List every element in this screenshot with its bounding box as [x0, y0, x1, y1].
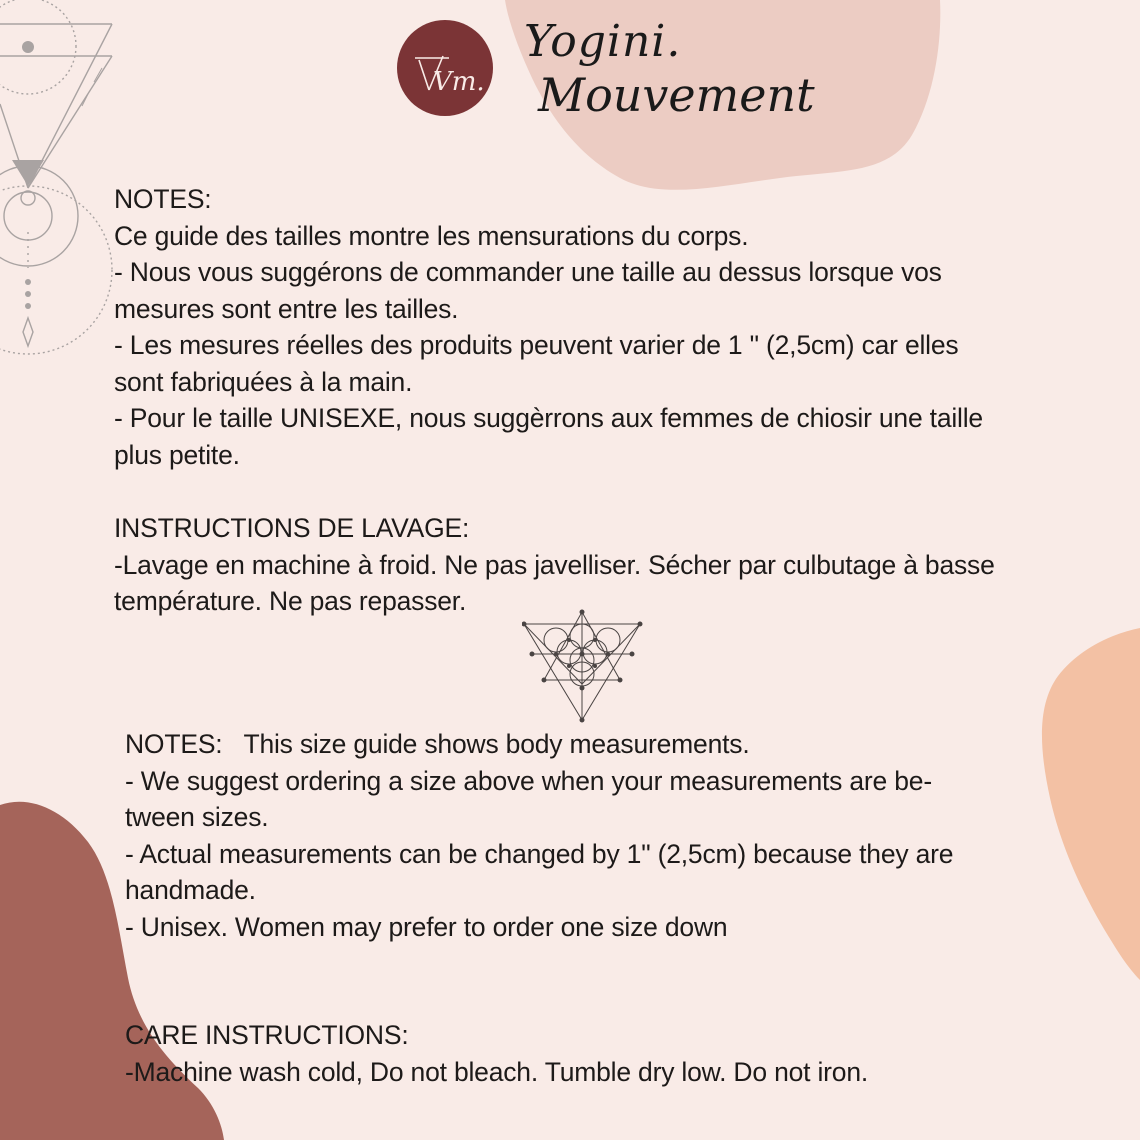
sacred-geometry-triangle-icon [522, 608, 646, 728]
notes-en-section [125, 726, 953, 945]
care-fr-section [114, 510, 995, 620]
notes-en-line: handmade. [125, 875, 256, 905]
notes-fr-section [114, 181, 983, 473]
notes-en-line: - Actual measurements can be changed by 1" (2,5cm) because they are [125, 838, 954, 869]
notes-fr-line: - Nous vous suggérons de commander une taille au dessus lorsque vos [114, 257, 942, 287]
care-fr-heading: INSTRUCTIONS DE LAVAGE: [114, 513, 470, 543]
care-fr-line: température. Ne pas repasser. [114, 586, 467, 616]
care-en-line: -Machine wash cold, Do not bleach. Tumble dry low. Do not iron. [125, 1056, 869, 1087]
notes-fr-line: sont fabriquées à la main. [114, 366, 413, 397]
notes-fr-line: mesures sont entre les tailles. [114, 293, 459, 324]
brand-name-line1: Yogini. [524, 16, 682, 67]
notes-fr-line: Ce guide des tailles montre les mensurations du corps. [114, 220, 749, 251]
sacred-geometry-ornament-icon [0, 0, 130, 370]
notes-en-line: - Unisex. Women may prefer to order one size down [125, 911, 728, 942]
brand-monogram-logo [397, 20, 493, 116]
care-en-heading: CARE INSTRUCTIONS: [125, 1020, 409, 1050]
notes-fr-heading: NOTES: [114, 184, 212, 214]
brand-monogram-text: Vm. [433, 67, 485, 97]
brand-wordmark [518, 16, 848, 120]
peach-blob [1042, 628, 1140, 980]
notes-en-line: - We suggest ordering a size above when your measurements are be- [125, 765, 932, 796]
care-fr-line: -Lavage en machine à froid. Ne pas javelliser. Sécher par culbutage à basse [114, 549, 995, 580]
notes-fr-line: - Les mesures réelles des produits peuvent varier de 1 " (2,5cm) car elles [114, 330, 959, 360]
brand-name-line2: Mouvement [538, 68, 815, 122]
notes-en-line: NOTES: This size guide shows body measurements. [125, 729, 750, 759]
notes-fr-line: - Pour le taille UNISEXE, nous suggèrrons aux femmes de chiosir une taille [114, 403, 983, 433]
notes-en-line: tween sizes. [125, 802, 269, 832]
notes-fr-line: plus petite. [114, 439, 240, 470]
care-en-section [125, 1017, 868, 1090]
